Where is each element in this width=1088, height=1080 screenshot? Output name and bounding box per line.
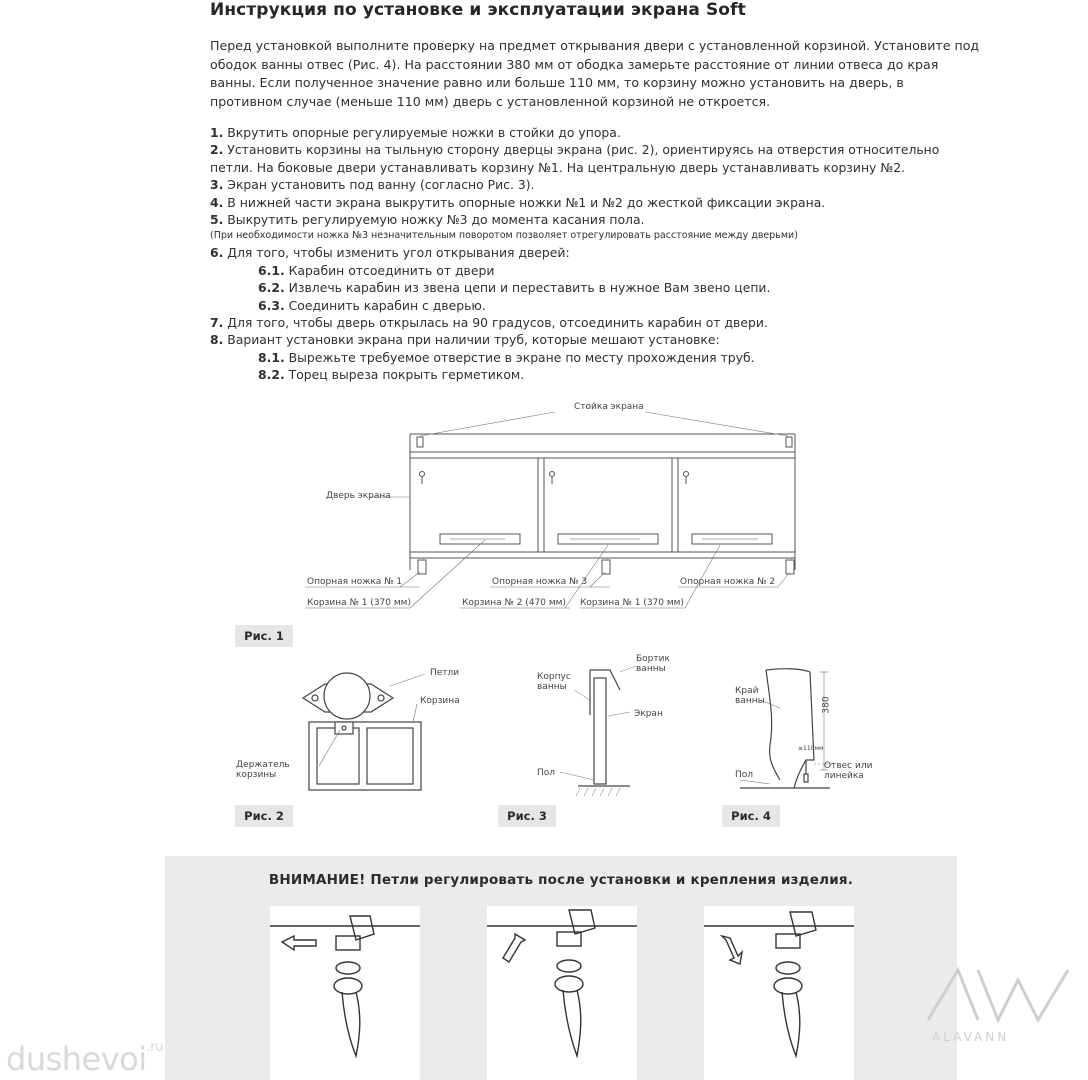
step-row: 8. Вариант установки экрана при наличии труб, которые мешают установке: (210, 332, 720, 348)
watermark-logo-text: ALAVANN (932, 1030, 1010, 1044)
label-plumb: Отвес или линейка (824, 761, 873, 781)
warning-text: ВНИМАНИЕ! Петли регулировать после установки и крепления изделия. (268, 872, 854, 888)
label-basket2: Корзина № 2 (470 мм) (462, 598, 566, 608)
figure-3-caption: Рис. 3 (498, 805, 556, 827)
label-basket1-left: Корзина № 1 (370 мм) (307, 598, 411, 608)
step-row: 1. Вкрутить опорные регулируемые ножки в стойки до упора. (210, 125, 621, 140)
step-subrow: 6.2. Извлечь карабин из звена цепи и переставить в нужное Вам звено цепи. (258, 280, 771, 296)
label-floor-3: Пол (537, 768, 556, 778)
step-row: 5. Выкрутить регулируемую ножку №3 до момента касания пола. (210, 212, 645, 228)
figure-4-caption: Рис. 4 (722, 805, 780, 827)
label-stand: Стойка экрана (574, 402, 644, 412)
steps-list (210, 124, 990, 384)
label-dim-380: 380 (821, 696, 832, 714)
hinge-panel-3 (704, 906, 854, 1080)
label-hinges: Петли (430, 668, 460, 678)
label-door: Дверь экрана (326, 491, 391, 501)
page-title: Инструкция по установке и эксплуатации экрана Soft (210, 0, 746, 20)
step-subrow: 6.3. Соединить карабин с дверью. (258, 297, 486, 313)
hinge-side-arrow-icon (270, 906, 420, 1080)
step-subrow: 8.2. Торец выреза покрыть герметиком. (258, 367, 525, 383)
step-note: (При необходимости ножка №3 незначительным поворотом позволяет отрегулировать расстояние между дверьми) (210, 230, 798, 242)
figure-2-caption: Рис. 2 (235, 805, 293, 827)
step-subrow: 8.1. Вырежьте требуемое отверстие в экране по месту прохождения труб. (258, 349, 755, 365)
step-row: 7. Для того, чтобы дверь открылась на 90 градусов, отсоединить карабин от двери. (210, 315, 768, 331)
hinge-panel-1 (270, 906, 420, 1080)
step-row: 4. В нижней части экрана выкрутить опорные ножки №1 и №2 до жесткой фиксации экрана. (210, 194, 826, 210)
label-basket1-right: Корзина № 1 (370 мм) (580, 598, 684, 608)
step-row: 2. Установить корзины на тыльную сторону дверцы экрана (рис. 2), ориентируясь на отверстия относительно (210, 142, 940, 158)
label-leg3: Опорная ножка № 3 (492, 577, 588, 587)
step-row: 6. Для того, чтобы изменить угол открывания дверей: (210, 245, 570, 261)
label-edge: Край ванны (735, 686, 765, 706)
step-row: 3. Экран установить под ванну (согласно Рис. 3). (210, 177, 535, 193)
watermark-brand: dushevoi$^{.ru}$ (6, 1040, 163, 1078)
label-body: Корпус ванны (537, 672, 571, 692)
figure-2-basket-diagram (295, 660, 495, 800)
step-row: петли. На боковые двери устанавливать корзину №1. На центральную дверь устанавливать корзину №2. (210, 159, 906, 175)
label-leg1: Опорная ножка № 1 (307, 577, 403, 587)
label-holder: Держатель корзины (236, 760, 290, 780)
label-rim: Бортик ванны (636, 654, 670, 674)
label-leg2: Опорная ножка № 2 (680, 577, 776, 587)
hinge-diagonal-arrow-icon (487, 906, 637, 1080)
alavann-logo-icon (918, 960, 1078, 1030)
hinge-panel-2 (487, 906, 637, 1080)
intro-paragraph: Перед установкой выполните проверку на предмет открывания двери с установленной корзиной. Установите под ободок ванны отвес (Рис. 4). На расстоянии 380 мм от ободка замерьте расстояние от линии отвеса до края ванны. Если полученное значение равно или больше 110 мм, то корзину можно установить на дверь, в противном случае (меньше 110 мм) дверь с установленной корзиной не откроется. (210, 38, 980, 109)
label-screen: Экран (634, 709, 663, 719)
step-subrow: 6.1. Карабин отсоединить от двери (258, 262, 495, 278)
label-small-dim: ≥110мм (798, 745, 824, 752)
figure-1-caption: Рис. 1 (235, 625, 293, 647)
figure-1-screen-diagram (300, 400, 820, 620)
hinge-down-arrow-icon (704, 906, 854, 1080)
label-basket: Корзина (420, 696, 460, 706)
warning-box (165, 856, 957, 1080)
label-floor-4: Пол (735, 770, 754, 780)
figure-3-profile-diagram (560, 660, 660, 800)
